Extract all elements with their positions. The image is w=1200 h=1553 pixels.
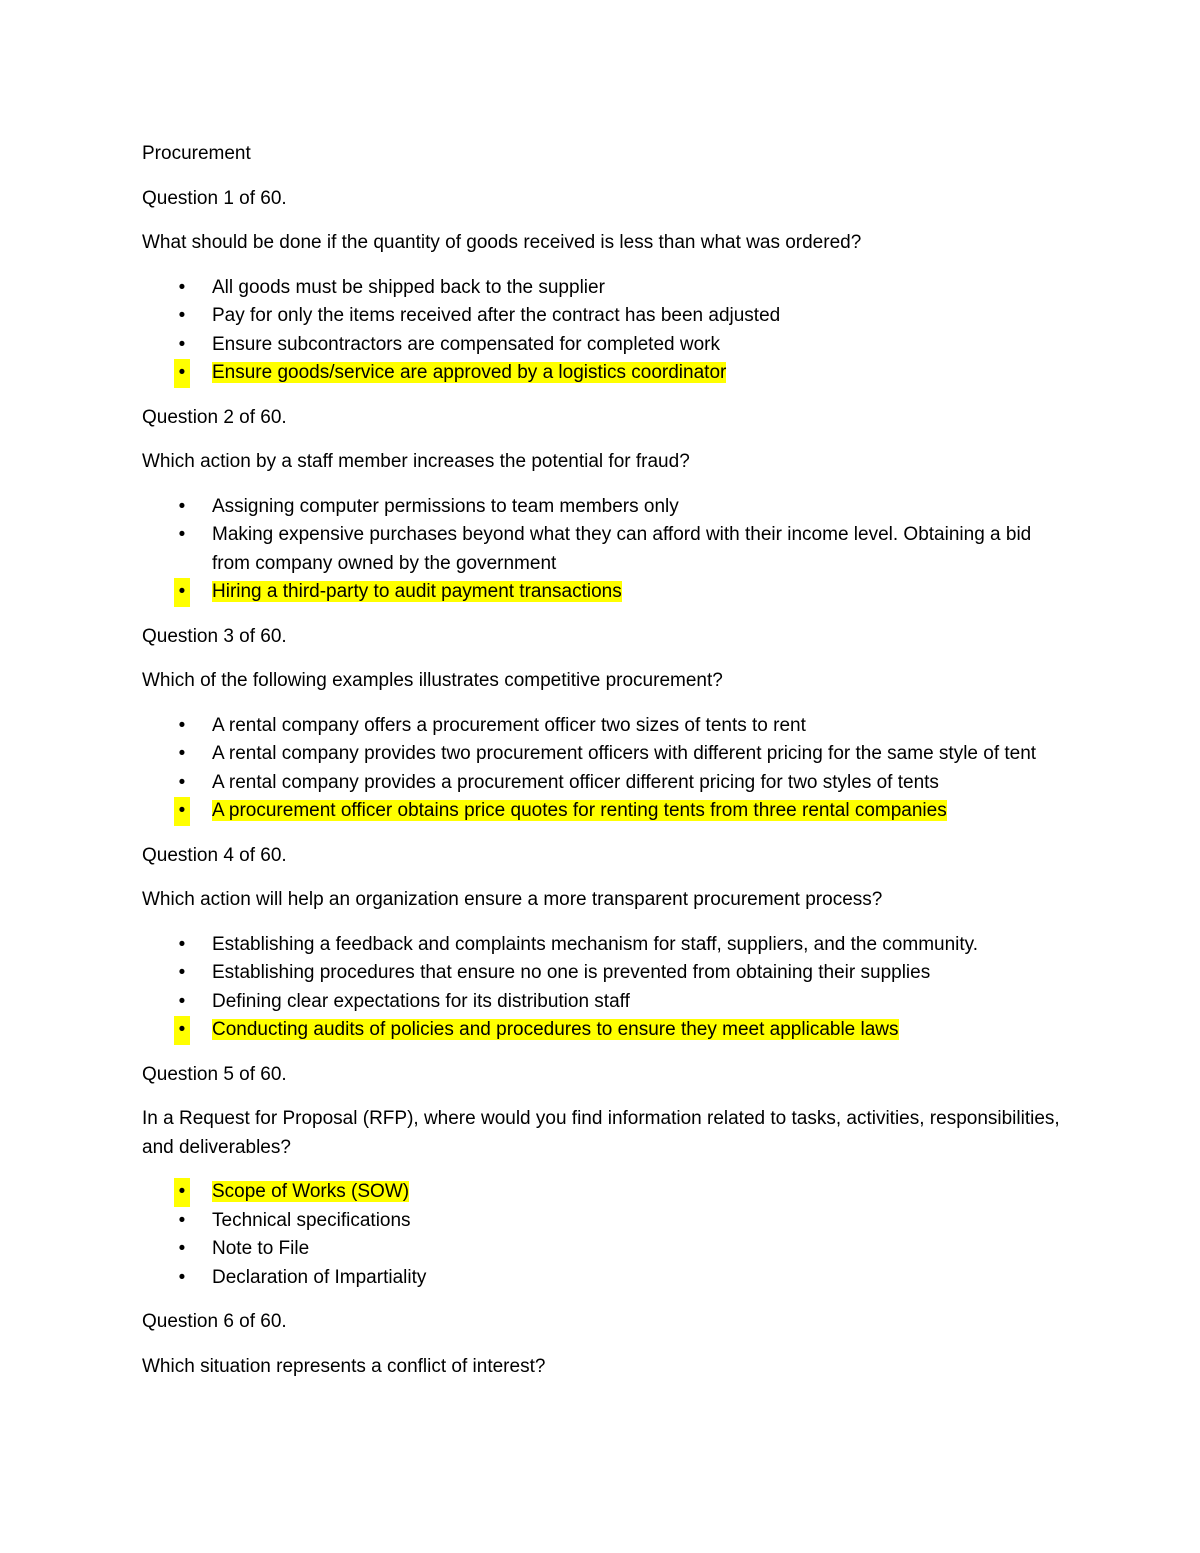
answer-options-list: [142, 1178, 1062, 1292]
bullet-icon: •: [174, 797, 190, 826]
answer-option-text: Conducting audits of policies and procedures to ensure they meet applicable laws: [212, 1019, 899, 1040]
question-text: Which action by a staff member increases the potential for fraud?: [142, 451, 690, 472]
bullet-icon: •: [178, 1209, 186, 1231]
answer-option-text: Establishing procedures that ensure no one is prevented from obtaining their supplies: [212, 962, 931, 983]
answer-option-text: Hiring a third-party to audit payment transactions: [212, 581, 622, 602]
answer-option-text: Assigning computer permissions to team members only: [212, 495, 679, 517]
answer-option-text: Ensure goods/service are approved by a logistics coordinator: [212, 362, 727, 383]
answer-option: [142, 740, 1062, 769]
answer-option-highlighted: [142, 1016, 1062, 1045]
question-number: Question 5 of 60.: [142, 1063, 287, 1085]
bullet-icon: •: [178, 714, 186, 736]
answer-option: [142, 1207, 1062, 1236]
answer-option-text: A rental company offers a procurement officer two sizes of tents to rent: [212, 714, 806, 736]
answer-option: [142, 959, 1062, 988]
question-number: Question 2 of 60.: [142, 406, 287, 428]
bullet-icon: •: [174, 1016, 190, 1045]
question-number: Question 1 of 60.: [142, 187, 287, 209]
bullet-icon: •: [178, 990, 186, 1012]
answer-option: [142, 1235, 1062, 1264]
question-number: Question 6 of 60.: [142, 1311, 287, 1332]
answer-option-text: Note to File: [212, 1238, 310, 1259]
bullet-icon: •: [178, 333, 186, 355]
bullet-icon: •: [178, 524, 186, 545]
answer-option-highlighted: [142, 359, 1062, 388]
answer-option-text: All goods must be shipped back to the supplier: [212, 276, 605, 298]
answer-option-text: A rental company provides two procurement officers with different pricing for the same style of tent: [212, 743, 1037, 764]
answer-option-text: Technical specifications: [212, 1209, 411, 1231]
bullet-icon: •: [178, 1266, 186, 1288]
answer-option-text: Ensure subcontractors are compensated for completed work: [212, 333, 720, 355]
question-text: Which action will help an organization ensure a more transparent procurement process?: [142, 889, 883, 910]
answer-option-text: Establishing a feedback and complaints mechanism for staff, suppliers, and the community.: [212, 933, 979, 955]
bullet-icon: •: [178, 305, 186, 326]
answer-option-highlighted: [142, 578, 1062, 607]
question-text: Which of the following examples illustrates competitive procurement?: [142, 670, 723, 691]
answer-options-list: [142, 712, 1062, 826]
question-number: Question 3 of 60.: [142, 625, 287, 647]
question-block: [142, 1308, 1062, 1381]
answer-option: [142, 302, 1062, 331]
answer-option-text: Defining clear expectations for its distribution staff: [212, 990, 630, 1012]
answer-option: [142, 931, 1062, 960]
question-block: [142, 404, 1062, 607]
bullet-icon: •: [178, 495, 186, 517]
bullet-icon: •: [178, 933, 186, 955]
answer-option: [142, 712, 1062, 741]
answer-options-list: [142, 274, 1062, 388]
question-block: [142, 842, 1062, 1045]
question-list: [142, 185, 1062, 1382]
question-number: Question 4 of 60.: [142, 844, 287, 866]
bullet-icon: •: [178, 962, 186, 983]
answer-option: [142, 331, 1062, 360]
answer-options-list: [142, 493, 1062, 607]
answer-option-text: Declaration of Impartiality: [212, 1266, 427, 1288]
bullet-icon: •: [174, 578, 190, 607]
question-text: In a Request for Proposal (RFP), where would you find information related to tasks, activities, responsibilities, and deliverables?: [142, 1108, 1060, 1158]
document-body: [142, 140, 1062, 1397]
question-text: What should be done if the quantity of goods received is less than what was ordered?: [142, 232, 862, 253]
answer-option-highlighted: [142, 797, 1062, 826]
question-block: [142, 185, 1062, 388]
bullet-icon: •: [178, 276, 186, 298]
answer-option: [142, 769, 1062, 798]
answer-option-text: A procurement officer obtains price quotes for renting tents from three rental companies: [212, 800, 947, 821]
answer-option: [142, 988, 1062, 1017]
answer-options-list: [142, 931, 1062, 1045]
answer-option: [142, 521, 1062, 578]
bullet-icon: •: [174, 359, 190, 388]
answer-option: [142, 1264, 1062, 1293]
answer-option-text: Making expensive purchases beyond what they can afford with their income level. Obtaining a bid from company owned by the government: [212, 524, 1032, 574]
question-text: Which situation represents a conflict of interest?: [142, 1355, 546, 1377]
answer-option: [142, 493, 1062, 522]
answer-option-text: Pay for only the items received after the contract has been adjusted: [212, 305, 781, 326]
answer-option-highlighted: [142, 1178, 1062, 1207]
question-block: [142, 623, 1062, 826]
bullet-icon: •: [178, 743, 186, 764]
answer-option-text: Scope of Works (SOW): [212, 1181, 410, 1202]
document-title: Procurement: [142, 143, 251, 164]
answer-option: [142, 274, 1062, 303]
question-block: [142, 1061, 1062, 1293]
answer-option-text: A rental company provides a procurement officer different pricing for two styles of tents: [212, 771, 939, 793]
bullet-icon: •: [178, 1238, 186, 1259]
bullet-icon: •: [178, 771, 186, 793]
bullet-icon: •: [174, 1178, 190, 1207]
